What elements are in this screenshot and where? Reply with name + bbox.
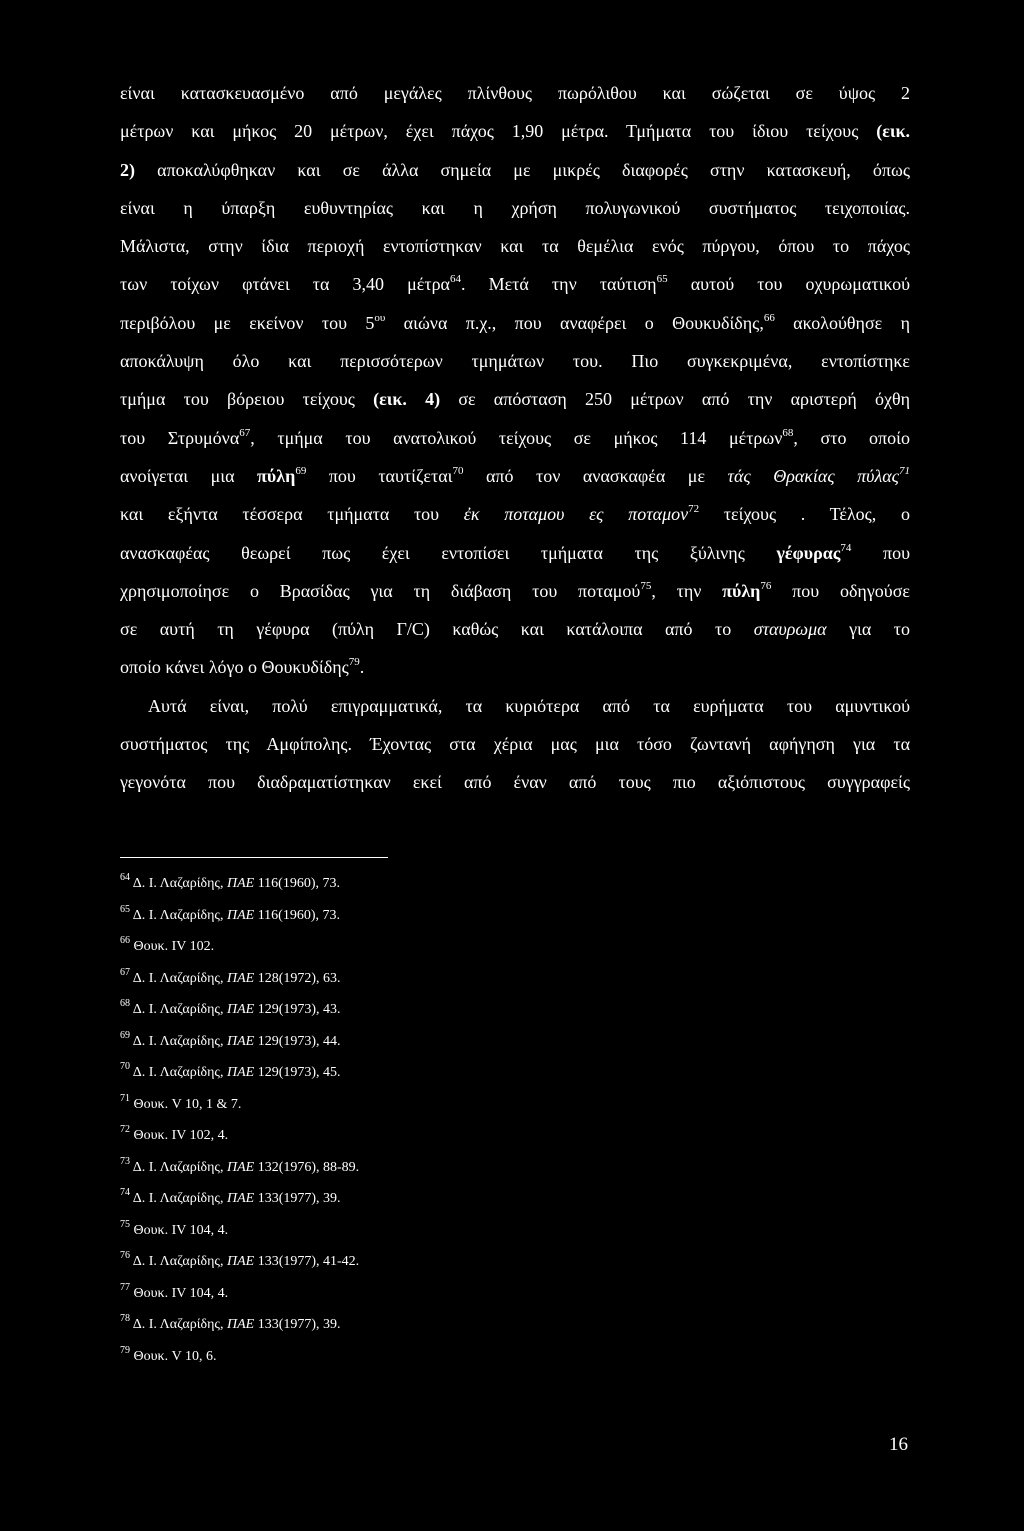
text-line: μέτρων και μήκος 20 μέτρων, έχει πάχος 1,90 μέτρα. Τμήματα του ίδιου τείχους (εικ. [120,121,910,142]
footnote-75: $^{75}$ Θουκ. IV 104, 4. [120,1218,229,1238]
journal-abbrev: ΠΑΕ [226,907,255,923]
journal-abbrev: ΠΑΕ [226,1033,255,1049]
footnote-number: 71 [120,1092,130,1104]
figure-ref: 2) [120,159,135,180]
footnote-ref: 71 [899,464,910,477]
footnote-ref: 75 [640,579,652,592]
footnote-ref: 68 [782,426,794,439]
footnote-ref: 66 [763,311,775,324]
footnote-76: $^{76}$ Δ. Ι. Λαζαρίδης, ΠΑΕ 133(1977), 41-42. [120,1250,360,1269]
text-line: 2) αποκαλύφθηκαν και σε άλλα σημεία με μικρές διαφορές στην κατασκευή, όπως [120,159,910,180]
text-line: ανασκαφέας θεωρεί πως έχει εντοπίσει τμήματα της ξύλινης γέφυρας$^{74}$ που [120,541,910,563]
journal-abbrev: ΠΑΕ [226,1317,255,1332]
footnote-ref: 74 [840,541,852,554]
footnote-number: 64 [120,872,130,884]
footnote-number: 74 [120,1187,130,1199]
footnote-66: $^{66}$ Θουκ. IV 102. [120,935,215,954]
journal-abbrev: ΠΑΕ [226,1191,255,1206]
footnote-71: $^{71}$ Θουκ. V 10, 1 & 7. [120,1092,242,1112]
journal-abbrev: ΠΑΕ [226,970,255,986]
emphasis: γέφυρας [776,542,841,563]
footnote-ref: 72 [688,503,700,516]
footnote-67: $^{67}$ Δ. Ι. Λαζαρίδης, ΠΑΕ 128(1972), 63. [120,966,341,986]
ancient-quote: ἐκ ποταμου ες ποταμον [463,504,689,525]
footnote-ref: 70 [452,464,464,477]
footnote-74: $^{74}$ Δ. Ι. Λαζαρίδης, ΠΑΕ 133(1977), 39. [120,1187,341,1206]
footnote-ref: 64 [450,273,461,286]
footnote-69: $^{69}$ Δ. Ι. Λαζαρίδης, ΠΑΕ 129(1973), 44. [120,1029,341,1049]
paragraph-1 [120,74,910,687]
footnote-72: $^{72}$ Θουκ. IV 102, 4. [120,1124,229,1143]
figure-ref: (εικ. 4) [373,389,441,410]
text-line: Αυτά είναι, πολύ επιγραμματικά, τα κυριότερα από τα ευρήματα του αμυντικού [148,695,910,716]
footnote-number: 65 [120,903,130,915]
footnote-number: 67 [120,966,130,978]
footnotes [120,868,359,1372]
footnote-ref: 67 [239,426,251,439]
journal-abbrev: ΠΑΕ [226,1159,255,1175]
page-number: 16 [889,1434,908,1455]
footnote-number: 78 [120,1313,130,1325]
footnote-79: $^{79}$ Θουκ. V 10, 6. [120,1344,217,1364]
emphasis: πύλη [257,465,296,486]
text-line: ανοίγεται μια πύλη$^{69}$ που ταυτίζεται$^{70}$ από τον ανασκαφέα με τάς Θρακίας πύλας$^{71}$ [120,464,910,486]
footnote-number: 77 [120,1281,130,1293]
footnote-78: $^{78}$ Δ. Ι. Λαζαρίδης, ΠΑΕ 133(1977), 39. [120,1313,341,1332]
text-line: γεγονότα που διαδραματίστηκαν εκεί από έναν από τους πιο αξιόπιστους συγγραφείς [120,772,910,793]
text-line: των τοίχων φτάνει τα 3,40 μέτρα$^{64}$. Μετά την ταύτιση$^{65}$ αυτού του οχυρωματικού [120,273,911,295]
footnote-number: 75 [120,1218,130,1230]
footnote-ref: 65 [656,273,668,286]
footnote-65: $^{65}$ Δ. Ι. Λαζαρίδης, ΠΑΕ 116(1960), 73. [120,903,340,923]
text-line: τμήμα του βόρειου τείχους (εικ. 4) σε απόσταση 250 μέτρων από την αριστερή όχθη [120,389,910,410]
journal-abbrev: ΠΑΕ [226,1254,255,1269]
text-line: σε αυτή τη γέφυρα (πύλη Γ/C) καθώς και κατάλοιπα από το σταυρωμα για το [120,619,911,640]
text-line: συστήματος της Αμφίπολης. Έχοντας στα χέρια μας μια τόσο ζωντανή αφήγηση για τα [120,734,910,755]
footnote-ref: 79 [348,656,360,669]
footnote-number: 66 [120,935,130,947]
text-line: είναι κατασκευασμένο από μεγάλες πλίνθους πωρόλιθου και σώζεται σε ύψος 2 [120,83,910,103]
footnote-number: 70 [120,1061,130,1073]
journal-abbrev: ΠΑΕ [226,1065,255,1080]
figure-ref: (εικ. [876,121,910,142]
text-line: αποκάλυψη όλο και περισσότερων τμημάτων του. Πιο συγκεκριμένα, εντοπίστηκε [120,351,910,372]
footnote-separator [120,857,388,858]
footnote-68: $^{68}$ Δ. Ι. Λαζαρίδης, ΠΑΕ 129(1973), 43. [120,998,341,1017]
ancient-quote: τάς Θρακίας πύλας [727,465,899,486]
footnote-number: 73 [120,1155,130,1167]
footnote-70: $^{70}$ Δ. Ι. Λαζαρίδης, ΠΑΕ 129(1973), 45. [120,1061,341,1080]
journal-abbrev: ΠΑΕ [226,1002,255,1017]
text-line: Μάλιστα, στην ίδια περιοχή εντοπίστηκαν και τα θεμέλια ενός πύργου, όπου το πάχος [120,236,910,257]
footnote-73: $^{73}$ Δ. Ι. Λαζαρίδης, ΠΑΕ 132(1976), 88-89. [120,1155,360,1175]
footnote-number: 76 [120,1250,130,1262]
text-line: του Στρυμόνα$^{67}$, τμήμα του ανατολικού τείχους σε μήκος 114 μέτρων$^{68}$, στο οποίο [120,426,910,448]
emphasis: πύλη [722,580,761,601]
body-text [120,74,910,802]
text-line: και εξήντα τέσσερα τμήματα του ἐκ ποταμου ες ποταμον$^{72}$ τείχους . Τέλος, ο [120,503,910,525]
text-line: είναι η ύπαρξη ευθυντηρίας και η χρήση πολυγωνικού συστήματος τειχοποιίας. [120,197,910,218]
text-line: περιβόλου με εκείνον του $5^{o\upsilon}$ αιώνα π.χ., που αναφέρει ο Θουκυδίδης,$^{66}$ ακολούθησε η [120,311,910,333]
ordinal-suffix: ου [374,311,386,324]
paragraph-2 [120,687,910,802]
text-line: οποίο κάνει λόγο ο Θουκυδίδης$^{79}$. [120,656,365,678]
footnote-number: 72 [120,1124,130,1136]
journal-abbrev: ΠΑΕ [226,876,255,891]
text-line: χρησιμοποίησε ο Βρασίδας για τη διάβαση του ποταμού$^{75}$, την πύλη$^{76}$ που οδηγούσε [120,579,910,601]
footnote-number: 69 [120,1029,130,1041]
footnote-number: 68 [120,998,130,1010]
footnote-number: 79 [120,1344,130,1356]
footnote-77: $^{77}$ Θουκ. IV 104, 4. [120,1281,229,1301]
footnote-ref: 69 [295,464,307,477]
footnote-ref: 76 [760,579,772,592]
footnote-64: $^{64}$ Δ. Ι. Λαζαρίδης, ΠΑΕ 116(1960), 73. [120,872,340,891]
ancient-quote: σταυρωμα [753,619,827,640]
